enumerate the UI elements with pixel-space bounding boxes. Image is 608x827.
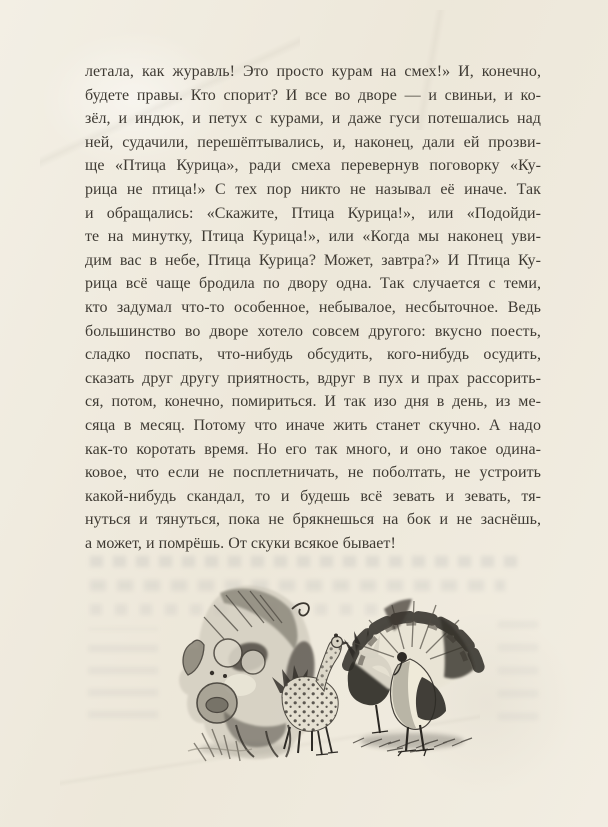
text-line: рица всё чаще бродила по двору одна. Так случается с теми,	[85, 275, 541, 293]
text-line: ковое, что если не посплетничать, не поболтать, не устроить	[85, 464, 541, 482]
text-line: рица не птица!» С тех пор никто не называл её иначе. Так	[85, 180, 541, 198]
text-line: будете правы. Кто спорит? И все во дворе — и свиньи, и ко-	[85, 86, 541, 104]
text-line: ся, потом, конечно, помириться. И так изо дня в день, из ме-	[85, 393, 541, 411]
text-line: летала, как журавль! Это просто курам на смех!» И, конечно,	[85, 63, 541, 80]
text-line: сказать друг другу приятность, вдруг в пух и прах рассорить-	[85, 369, 541, 387]
text-line: как-то коротать время. Но его так много, и оно такое одина-	[85, 440, 541, 458]
text-line: большинство во дворе хотело совсем другого: вкусно поесть,	[85, 322, 541, 340]
pig-drawing	[179, 586, 319, 761]
text-line: а может, и помрёшь. От скуки всякое бывает!	[85, 534, 396, 552]
text-line: кто задумал что-то особенное, небывалое, несбыточное. Ведь	[85, 298, 541, 316]
story-text	[85, 60, 541, 555]
text-line: те на минутку, Птица Курица!», или «Когда мы наконец уви-	[85, 228, 541, 246]
text-line: нуться и тянуться, пока не брякнешься на бок и не заснёшь,	[85, 511, 541, 529]
text-line: дим вас в небе, Птица Курица? Может, завтра?» И Птица Ку-	[85, 251, 541, 269]
text-line: и обращались: «Скажите, Птица Курица!», или «Подойди-	[85, 204, 541, 222]
text-line: сладко поспать, что-нибудь обсудить, кого-нибудь осудить,	[85, 346, 541, 364]
pig-hen-turkey-illustration	[140, 565, 500, 780]
text-line: зёл, и индюк, и петух с курами, и даже гуси потешались над	[85, 110, 541, 128]
text-line: ще «Птица Курица», ради смеха перевернув поговорку «Ку-	[85, 157, 541, 175]
text-line: ней, судачили, перешёптывались, и, наконец, дали ей прозви-	[85, 133, 541, 151]
text-line: сяца в месяц. Потому что иначе жить станет скучно. А надо	[85, 416, 541, 434]
show-through-text	[498, 620, 538, 720]
text-line: какой-нибудь скандал, то и будешь всё зевать и зевать, тя-	[85, 487, 541, 505]
